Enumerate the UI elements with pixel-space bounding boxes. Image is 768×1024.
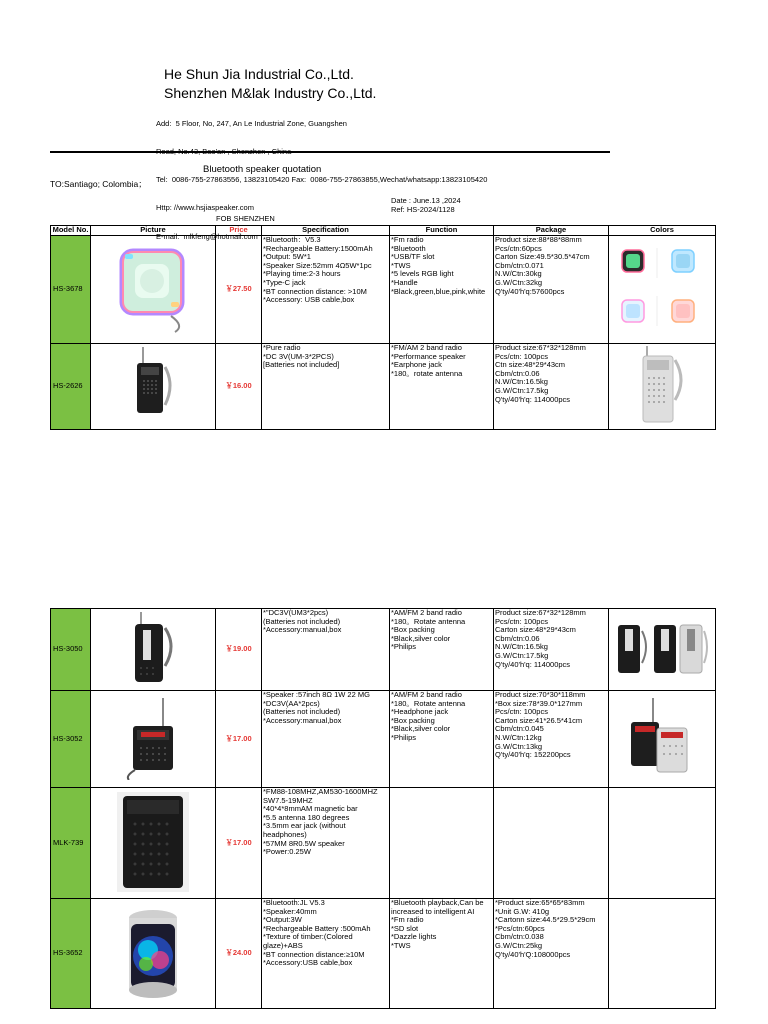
package-line: *Unit G.W: 410g [495,906,550,916]
package-line: *Product size:65*65*83mm [495,898,585,907]
fob-label: FOB SHENZHEN [216,214,275,223]
table-row [51,899,716,1009]
package-cell [494,609,609,691]
package-line: Carton size:48*29*43cm [495,625,576,635]
package-line: Product size:88*88*88mm [495,235,582,244]
function-cell [390,609,494,691]
function-line: *5 levels RGB light [391,269,454,279]
product-picture [91,609,216,691]
package-line: Q'ty/40'h'Q:108000pcs [495,949,571,959]
specification-cell [262,788,390,899]
specification-cell [262,236,390,344]
cube-speaker-image [113,242,193,334]
price-cell: ￥27.50 [216,236,262,344]
product-picture [91,899,216,1009]
function-line: *USB/TF slot [391,252,435,262]
function-line: *180。Rotate antenna [391,616,466,626]
price-cell: ￥16.00 [216,344,262,430]
package-cell [494,788,609,899]
rgb-speaker-image [118,902,188,1002]
spec-line: (Batteries not included) [263,616,341,626]
function-line: *AM/FM 2 band radio [391,690,462,699]
mlk-radio-image [113,790,193,894]
package-line: Q'ty/40'h'q: 114000pcs [495,659,571,669]
function-cell [390,788,494,899]
package-line: Product size:70*30*118mm [495,690,586,699]
product-picture [91,788,216,899]
function-line: *Black,green,blue,pink,white [391,286,486,296]
email-line: E-mail: mlkfeng@hotmail.com [156,231,258,241]
package-line: *Box size:78*39.0*127mm [495,698,583,708]
colors-cell [609,609,716,691]
package-line: *Pcs/ctn:60pcs [495,923,545,933]
price-cell: ￥19.00 [216,609,262,691]
date-line: Date : June.13 ,2024 [391,196,461,205]
price-cell: ￥17.00 [216,788,262,899]
model-cell: HS-2626 [51,344,91,430]
function-line: *180。Rotate antenna [391,698,466,708]
spec-line: *Accessory:manual,box [263,715,342,725]
black-silver-radios-image [614,617,710,679]
color-variants-image [612,238,712,338]
table-row [51,691,716,788]
colors-cell [609,899,716,1009]
spec-line: glaze)+ABS [263,940,303,950]
function-line: increased to intelligent AI [391,906,475,916]
address-line: Add: 5 Floor, No, 247, An Le Industrial Zone, Guangshen [156,118,347,128]
table-row [51,609,716,691]
function-line: *Box packing [391,625,435,635]
function-line: *TWS [391,260,411,270]
package-line: Carton size:41*26.5*41cm [495,715,583,725]
spec-line: *DC 3V(UM-3*2PCS) [263,351,334,361]
spec-line: headphones) [263,829,307,839]
model-cell: HS-3652 [51,899,91,1009]
pocket-radio-image [125,696,181,780]
colors-cell [609,236,716,344]
price-cell: ￥24.00 [216,899,262,1009]
quotation-table-page-1 [50,225,716,430]
package-line: N.W/Ctn:12kg [495,732,542,742]
package-line: Pcs/ctn: 100pcs [495,616,548,626]
package-cell [494,899,609,1009]
spec-line: *Playing time:2-3 hours [263,269,341,279]
spec-line: *Accessory:USB cable,box [263,958,353,968]
function-line: *TWS [391,940,411,950]
spec-line: *BT connection distance: >10M [263,286,367,296]
function-line: *Fm radio [391,915,424,925]
package-line: Cbm/ctn:0.06 [495,368,540,378]
function-line: *SD slot [391,923,419,933]
package-cell [494,691,609,788]
table-row [51,788,716,899]
spec-line: *Bluetooth:JL V5.3 [263,898,325,907]
spec-line: *Speaker Size:52mm 4Ω5W*1pc [263,260,372,270]
spec-line: *40*4*8mmAM magnetic bar [263,804,358,814]
function-line: *Dazzle lights [391,932,437,942]
col-header-package: Package [494,226,609,236]
package-line: G.W/Ctn:17.5kg [495,650,549,660]
product-picture [91,691,216,788]
company-name-2: Shenzhen M&lak Industry Co.,Ltd. [164,85,377,101]
colors-cell [609,344,716,430]
silver-radio-image [637,344,687,426]
pocket-radio-image [129,610,177,686]
package-line: Product size:67*32*128mm [495,343,586,352]
function-line: *Handle [391,277,418,287]
spec-line: *Accessory:manual,box [263,625,342,635]
spec-line: *3.5mm ear jack (without [263,821,346,831]
spec-line: *Output: 5W*1 [263,252,311,262]
col-header-specification: Specification [262,226,390,236]
package-line: Cbm/ctn:0.071 [495,260,544,270]
function-line: *Black,silver color [391,724,451,734]
pocket-radio-image [131,345,175,425]
ref-line: Ref: HS-2024/1128 [391,205,455,214]
spec-line: *Type-C jack [263,277,306,287]
function-cell [390,344,494,430]
col-header-picture: Picture [91,226,216,236]
col-header-price: Price [216,226,262,236]
spec-line: *Speaker:40mm [263,906,317,916]
spec-line: *BT connection distance:≥10M [263,949,365,959]
header-divider [50,151,610,153]
package-line: G.W/Ctn:17.5kg [495,385,549,395]
function-line: *Bluetooth [391,243,426,253]
price-cell: ￥17.00 [216,691,262,788]
table-row [51,344,716,430]
package-line: Pcs/ctn: 100pcs [495,707,548,717]
package-cell [494,236,609,344]
function-line: *Box packing [391,715,435,725]
package-line: *Cartonn size:44.5*29.5*29cm [495,915,596,925]
quotation-table-page-2 [50,608,716,1009]
spec-line: *Rechargeable Battery:1500mAh [263,243,373,253]
spec-line: *FM88-108MHZ,AM530-1600MHZ [263,787,378,796]
colors-cell [609,691,716,788]
function-line: *Performance speaker [391,351,466,361]
spec-line: (Batteries not included) [263,707,341,717]
package-line: Carton Size:49.5*30.5*47cm [495,252,590,262]
specification-cell [262,899,390,1009]
function-line: *AM/FM 2 band radio [391,608,462,617]
col-header-colors: Colors [609,226,716,236]
spec-line: *"DC3V(UM3*2pcs) [263,608,329,617]
function-cell [390,899,494,1009]
colors-cell [609,788,716,899]
package-line: Cbm/ctn:0.06 [495,633,540,643]
spec-line: *DC3V(AA*2pcs) [263,698,320,708]
spec-line: *Speaker :57inch 8Ω 1W 22 MG [263,690,370,699]
model-cell: MLK-739 [51,788,91,899]
specification-cell [262,691,390,788]
package-line: Q'ty/40'h'q: 114000pcs [495,394,571,404]
spec-line: *5.5 antenna 180 degrees [263,812,350,822]
specification-cell [262,344,390,430]
function-line: *Earphone jack [391,360,442,370]
package-line: Pcs/ctn:60pcs [495,243,542,253]
recipient-line: TO:Santiago; Colombia； [50,179,147,189]
function-line: *Philips [391,732,417,742]
package-line: N.W/Ctn:30kg [495,269,542,279]
company-name-1: He Shun Jia Industrial Co.,Ltd. [164,66,354,82]
spec-line: *57MM 8R0.5W speaker [263,838,345,848]
package-line: N.W/Ctn:16.5kg [495,377,548,387]
package-line: N.W/Ctn:16.5kg [495,642,548,652]
model-cell: HS-3050 [51,609,91,691]
package-line: Product size:67*32*128mm [495,608,586,617]
table-header-row [51,226,716,236]
function-line: *180。rotate antenna [391,368,463,378]
phone-line: Tel: 0086-755-27863556, 13823105420 Fax: 0086-755-27863855,Wechat/whatsapp:13823105420 [156,175,488,185]
package-line: Ctn size:48*29*43cm [495,360,566,370]
product-picture [91,236,216,344]
spec-line: *Texture of timber:(Colored [263,932,353,942]
spec-line: *Accessory: USB cable,box [263,295,355,305]
function-line: *Bluetooth playback,Can be [391,898,484,907]
function-line: *Black,silver color [391,633,451,643]
package-line: Pcs/ctn: 100pcs [495,351,548,361]
quotation-title: Bluetooth speaker quotation [203,164,322,175]
black-silver-radios-image [627,696,697,780]
function-line: *Headphone jack [391,707,449,717]
spec-line: *Power:0.25W [263,847,311,857]
package-cell [494,344,609,430]
website-line: Http: //www.hsjiaspeaker.com [156,203,254,213]
col-header-function: Function [390,226,494,236]
package-line: G.W/Ctn:13kg [495,741,543,751]
function-cell [390,236,494,344]
package-line: Q'ty/40'h'q:57600pcs [495,286,565,296]
function-line: *FM/AM 2 band radio [391,343,462,352]
package-line: Q'ty/40'h'q: 152200pcs [495,750,571,760]
col-header-model: Model No. [51,226,91,236]
spec-line: *Rechargeable Battery :500mAh [263,923,371,933]
package-line: Cbm/ctn:0.038 [495,932,544,942]
model-cell: HS-3052 [51,691,91,788]
table-row [51,236,716,344]
function-line: *Philips [391,642,417,652]
spec-line: *Pure radio [263,343,301,352]
spec-line: [Batteries not included] [263,360,340,370]
date-ref-block [391,196,461,214]
spec-line: *Bluetooth：V5.3 [263,235,321,244]
package-line: G.W/Ctn:25kg [495,940,543,950]
spec-line: *Output:3W [263,915,302,925]
package-line: G.W/Ctn:32kg [495,277,543,287]
specification-cell [262,609,390,691]
function-line: *Fm radio [391,235,424,244]
package-line: Cbm/ctn:0.045 [495,724,544,734]
model-cell: HS-3678 [51,236,91,344]
spec-line: SW7.5-19MHZ [263,795,313,805]
function-cell [390,691,494,788]
product-picture [91,344,216,430]
